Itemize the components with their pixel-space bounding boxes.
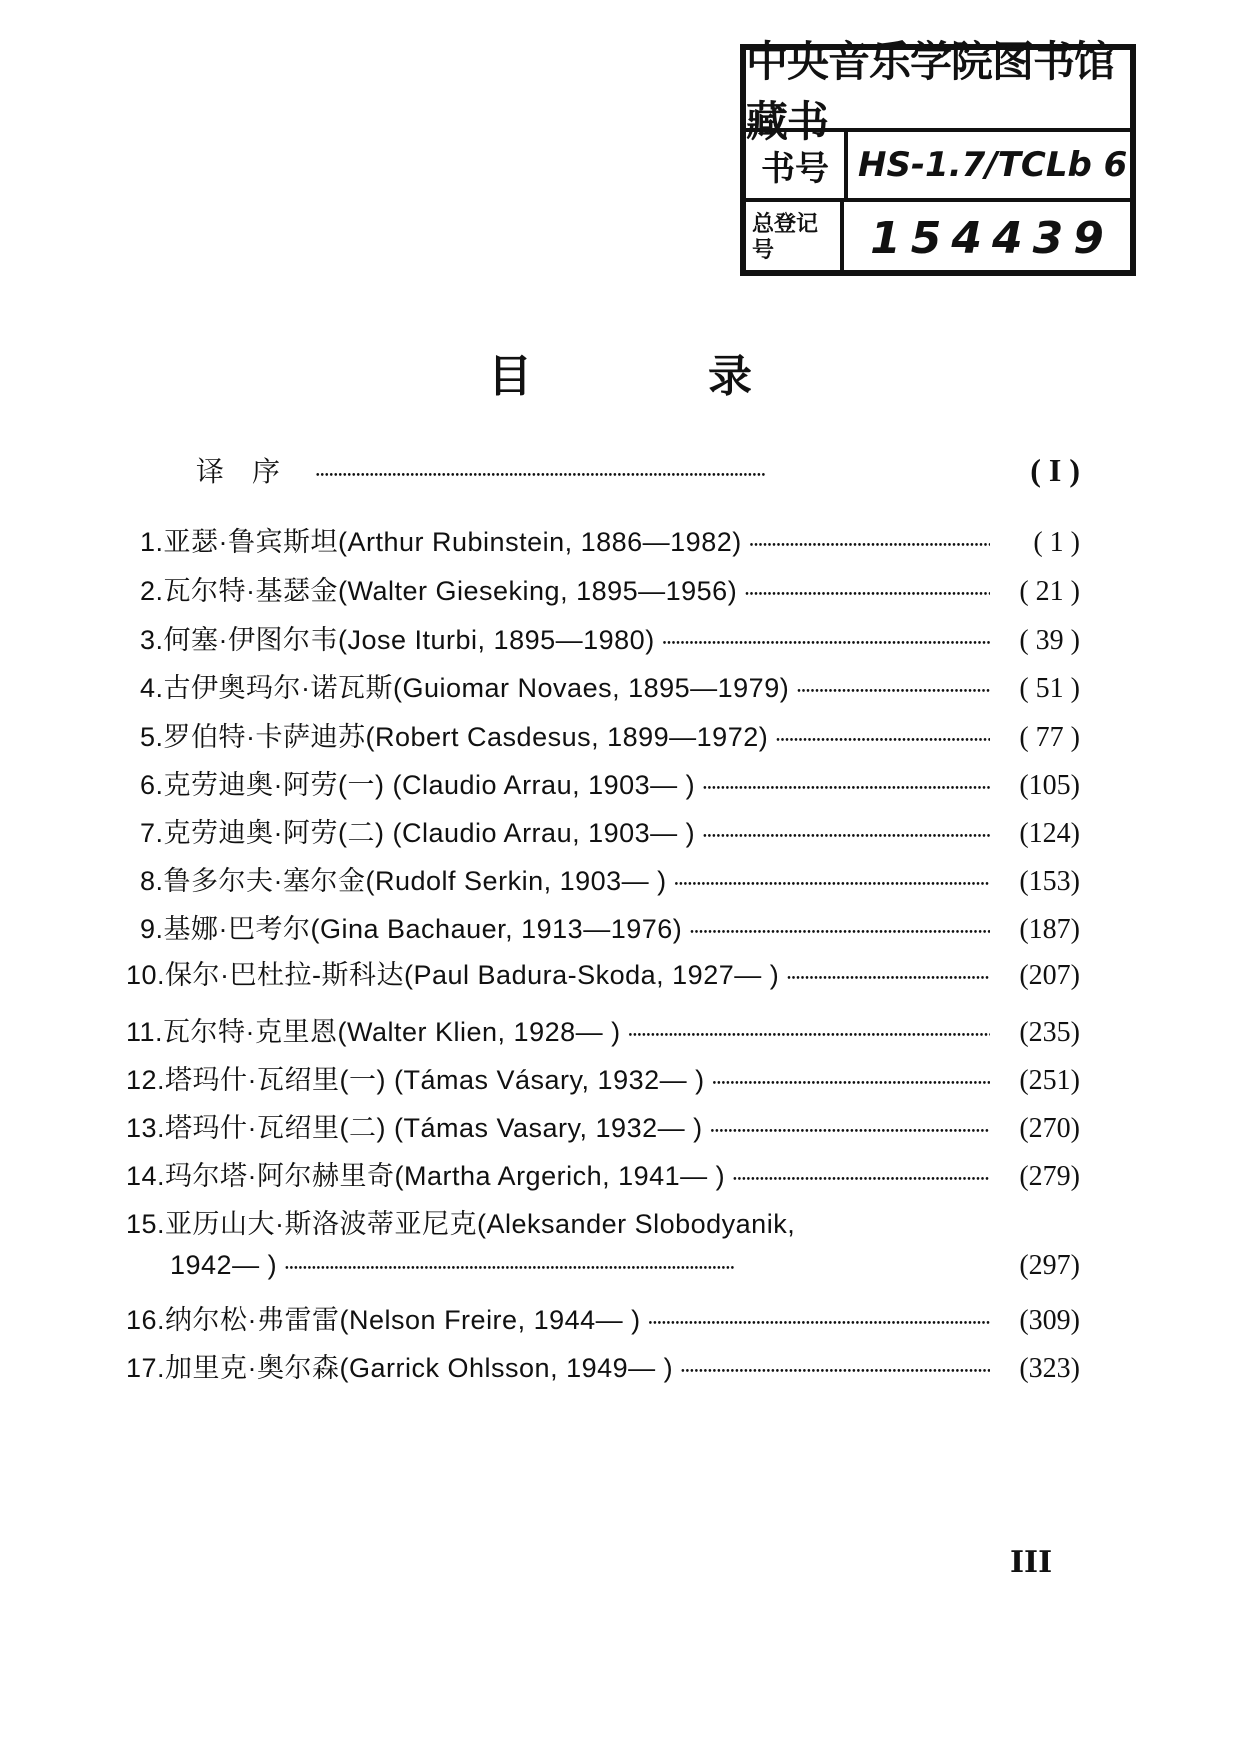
stamp-accession-row — [746, 202, 1130, 274]
toc-entry[interactable] — [140, 907, 1080, 947]
stamp-accession-number: 154439 — [870, 212, 1114, 264]
leader-dots — [776, 727, 990, 748]
toc-entry[interactable] — [140, 569, 1080, 609]
toc-entry-label: 1.亚瑟·鲁宾斯坦(Arthur Rubinstein, 1886—1982) — [140, 527, 742, 557]
leader-dots — [663, 630, 990, 651]
toc-entry-page: (235) — [1019, 1017, 1080, 1048]
toc-entry-page: ( 39 ) — [1019, 625, 1080, 656]
toc-entry[interactable] — [126, 1058, 1080, 1098]
toc-entry[interactable] — [140, 763, 1080, 803]
toc-entry-preface[interactable] — [140, 450, 1080, 490]
toc-entry-label: 4.古伊奥玛尔·诺瓦斯(Guiomar Novaes, 1895—1979) — [140, 673, 790, 703]
toc-entry-label: 13.塔玛什·瓦绍里(二) (Támas Vasary, 1932— ) — [126, 1113, 703, 1143]
toc-entry-label: 14.玛尔塔·阿尔赫里奇(Martha Argerich, 1941— ) — [126, 1161, 726, 1191]
toc-entry[interactable] — [140, 811, 1080, 851]
leader-dots — [787, 965, 990, 986]
toc-entry-page: (297) — [1019, 1250, 1080, 1281]
toc-entry-label: 8.鲁多尔夫·塞尔金(Rudolf Serkin, 1903— ) — [140, 866, 667, 896]
stamp-title: 中央音乐学院图书馆藏书 — [746, 50, 1130, 132]
leader-dots — [703, 775, 990, 796]
toc-entry-page: (323) — [1019, 1353, 1080, 1384]
toc-entry-label: 6.克劳迪奥·阿劳(一) (Claudio Arrau, 1903— ) — [140, 770, 696, 800]
toc-entry[interactable] — [126, 1202, 1080, 1242]
stamp-call-number-row — [746, 132, 1130, 202]
toc-entry[interactable] — [140, 666, 1080, 706]
toc-entry-label: 3.何塞·伊图尔韦(Jose Iturbi, 1895—1980) — [140, 625, 655, 655]
toc-entry-label: 5.罗伯特·卡萨迪苏(Robert Casdesus, 1899—1972) — [140, 722, 769, 752]
leader-dots — [745, 581, 990, 602]
toc-entry[interactable] — [126, 1298, 1080, 1338]
leader-dots — [703, 823, 990, 844]
leader-dots — [681, 1358, 990, 1379]
library-stamp — [740, 37, 1136, 276]
toc-entry-label: 2.瓦尔特·基瑟金(Walter Gieseking, 1895—1956) — [140, 576, 738, 606]
toc-entry-page: ( 21 ) — [1019, 576, 1080, 607]
toc-entry-page: (270) — [1019, 1113, 1080, 1144]
toc-entry[interactable] — [126, 1154, 1080, 1194]
toc-entry-label: 12.塔玛什·瓦绍里(一) (Támas Vásary, 1932— ) — [126, 1065, 705, 1095]
leader-dots — [711, 1118, 990, 1139]
toc-entry[interactable] — [126, 953, 1080, 993]
toc-entry[interactable] — [126, 1010, 1080, 1050]
page-title-char-1: 目 — [488, 351, 532, 402]
toc-entry-page: ( 1 ) — [1033, 527, 1080, 558]
toc-entry-page: (187) — [1019, 914, 1080, 945]
toc-entry-label: 7.克劳迪奥·阿劳(二) (Claudio Arrau, 1903— ) — [140, 818, 696, 848]
leader-dots — [285, 1255, 990, 1276]
toc-entry-label: 11.瓦尔特·克里恩(Walter Klien, 1928— ) — [126, 1017, 621, 1047]
toc-entry-page: (124) — [1019, 818, 1080, 849]
leader-dots — [675, 871, 990, 892]
page-title-char-2: 录 — [708, 351, 752, 402]
stamp-call-number: HS-1.7/TCLb 6 — [858, 145, 1128, 185]
toc-entry-page: (251) — [1019, 1065, 1080, 1096]
toc-entry-continuation[interactable] — [170, 1250, 1080, 1290]
leader-dots — [797, 678, 990, 699]
toc-entry-label: 16.纳尔松·弗雷雷(Nelson Freire, 1944— ) — [126, 1305, 641, 1335]
page-number: III — [1010, 1545, 1053, 1580]
toc-entry-label: 译序 — [196, 455, 309, 488]
leader-dots — [713, 1070, 990, 1091]
stamp-call-number-label: 书号 — [746, 132, 848, 198]
toc-entry[interactable] — [140, 520, 1080, 560]
toc-entry[interactable] — [140, 715, 1080, 755]
leader-dots — [629, 1022, 990, 1043]
toc-entry-page: (279) — [1019, 1161, 1080, 1192]
leader-dots — [316, 462, 990, 483]
toc-entry-page: (153) — [1019, 866, 1080, 897]
leader-dots — [733, 1166, 990, 1187]
toc-entry-label: 1942— ) — [170, 1250, 278, 1280]
toc-entry[interactable] — [126, 1106, 1080, 1146]
toc-entry-page: ( 51 ) — [1019, 673, 1080, 704]
stamp-accession-label: 总登记号 — [746, 202, 844, 274]
page-title — [0, 340, 1240, 404]
toc-entry[interactable] — [126, 1346, 1080, 1386]
leader-dots — [649, 1310, 990, 1331]
leader-dots — [750, 532, 990, 553]
leader-dots — [690, 919, 990, 940]
toc-entry-page: ( I ) — [1030, 452, 1080, 488]
toc-entry[interactable] — [140, 859, 1080, 899]
toc-entry-page: ( 77 ) — [1019, 722, 1080, 753]
toc-entry-page: (309) — [1019, 1305, 1080, 1336]
toc-entry-label: 17.加里克·奥尔森(Garrick Ohlsson, 1949— ) — [126, 1353, 674, 1383]
toc-entry-label: 15.亚历山大·斯洛波蒂亚尼克(Aleksander Slobodyanik, — [126, 1209, 796, 1239]
toc-entry-label: 9.基娜·巴考尔(Gina Bachauer, 1913—1976) — [140, 914, 683, 944]
toc-entry[interactable] — [140, 618, 1080, 658]
toc-entry-label: 10.保尔·巴杜拉-斯科达(Paul Badura-Skoda, 1927— ) — [126, 960, 780, 990]
toc-entry-page: (207) — [1019, 960, 1080, 991]
toc-entry-page: (105) — [1019, 770, 1080, 801]
